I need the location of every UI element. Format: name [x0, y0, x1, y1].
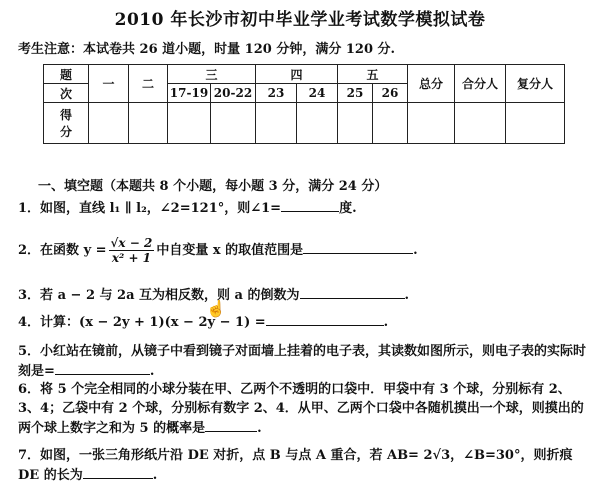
section-heading: 一、填空题（本题共 8 个小题，每小题 3 分，满分 24 分）	[38, 179, 388, 194]
q7-text: 7．如图，一张三角形纸片沿 DE 对折，点 B 与点 A 重合，若 AB= 2√3，∠B=30°，则折痕 DE 的长为	[18, 448, 573, 483]
q7-answer-blank[interactable]	[83, 465, 153, 479]
header-section-1: 一	[89, 65, 129, 103]
q3-answer-blank[interactable]	[300, 285, 405, 299]
q4-answer-blank[interactable]	[266, 312, 384, 326]
sub-25: 25	[338, 84, 373, 103]
sub-23: 23	[256, 84, 297, 103]
score-cell[interactable]	[455, 103, 506, 144]
page-title: 2010 年长沙市初中毕业学业考试数学模拟试卷	[114, 10, 486, 30]
notice-text: 本试卷共 26 道小题，时量 120 分钟，满分 120 分.	[83, 42, 396, 57]
score-cell[interactable]	[129, 103, 168, 144]
score-label-de: 得	[59, 108, 72, 122]
header-scorer: 合分人	[455, 65, 506, 103]
exam-notice	[18, 38, 395, 57]
q6-answer-blank[interactable]	[205, 418, 257, 432]
q4-number: 4．	[18, 315, 41, 330]
q2-pre: 在函数 y =	[40, 243, 107, 258]
score-cell[interactable]	[168, 103, 211, 144]
header-ci: 次	[44, 84, 89, 103]
q2-after: .	[413, 243, 418, 258]
question-7	[18, 446, 590, 485]
q5-text: 5．小红站在镜前，从镜子中看到镜子对面墙上挂着的电子表，其读数如图所示，则电子表的实际时刻是=	[18, 344, 587, 379]
header-ti: 题	[44, 65, 89, 84]
q4-text: 计算：(x − 2y + 1)(x − 2y − 1) =	[40, 315, 266, 330]
q4-after: .	[383, 315, 389, 330]
sub-24: 24	[297, 84, 338, 103]
q2-fraction-denominator: x² + 1	[111, 251, 152, 265]
q2-fraction-numerator: √x − 2	[110, 236, 153, 250]
score-cell[interactable]	[211, 103, 256, 144]
notice-label: 考生注意：	[18, 42, 84, 57]
q6-text: 6．将 5 个完全相同的小球分装在甲、乙两个不透明的口袋中．甲袋中有 3 个球，分别标有 2、3、4；乙袋中有 2 个球，分别标有数字 2、4．从甲、乙两个口袋中各随机摸出一个球，则摸出的两个球上数字之和为 5 的概率是	[18, 382, 584, 436]
score-cell[interactable]	[338, 103, 373, 144]
question-5	[18, 342, 590, 381]
score-cell[interactable]	[408, 103, 455, 144]
q3-text: 若 a − 2 与 2a 互为相反数，则 a 的倒数为	[40, 288, 300, 303]
question-2	[18, 236, 418, 265]
q7-after: .	[152, 468, 158, 483]
q2-fraction	[109, 236, 155, 265]
q3-after: .	[404, 288, 410, 303]
q2-answer-blank[interactable]	[303, 240, 413, 254]
header-section-2: 二	[129, 65, 168, 103]
hand-cursor-icon: ☝	[206, 299, 226, 318]
score-cell[interactable]	[89, 103, 129, 144]
q1-after: 度.	[339, 201, 357, 216]
score-cell[interactable]	[373, 103, 408, 144]
header-section-3: 三	[168, 65, 256, 84]
q1-text: 如图，直线 l₁ ∥ l₂，∠2=121°，则∠1=	[40, 201, 282, 216]
header-total: 总分	[408, 65, 455, 103]
q2-post: 中自变量 x 的取值范围是	[156, 243, 304, 258]
score-cell[interactable]	[506, 103, 565, 144]
header-reviewer: 复分人	[506, 65, 565, 103]
score-cell[interactable]	[297, 103, 338, 144]
sub-26: 26	[373, 84, 408, 103]
q1-number: 1．	[18, 201, 41, 216]
q2-number: 2．	[18, 243, 41, 258]
score-cell[interactable]	[256, 103, 297, 144]
question-6	[18, 380, 590, 438]
score-table	[43, 64, 565, 144]
question-1	[18, 198, 357, 218]
header-section-4: 四	[256, 65, 338, 84]
q5-after: .	[149, 364, 155, 379]
q3-number: 3．	[18, 288, 41, 303]
sub-20-22: 20-22	[211, 84, 256, 103]
score-label-fen: 分	[59, 125, 72, 139]
sub-17-19: 17-19	[168, 84, 211, 103]
header-section-5: 五	[338, 65, 408, 84]
score-row-header	[44, 103, 89, 144]
question-4	[18, 312, 388, 332]
q6-after: .	[257, 421, 262, 436]
q5-answer-blank[interactable]	[55, 361, 150, 375]
q1-answer-blank[interactable]	[281, 198, 339, 212]
